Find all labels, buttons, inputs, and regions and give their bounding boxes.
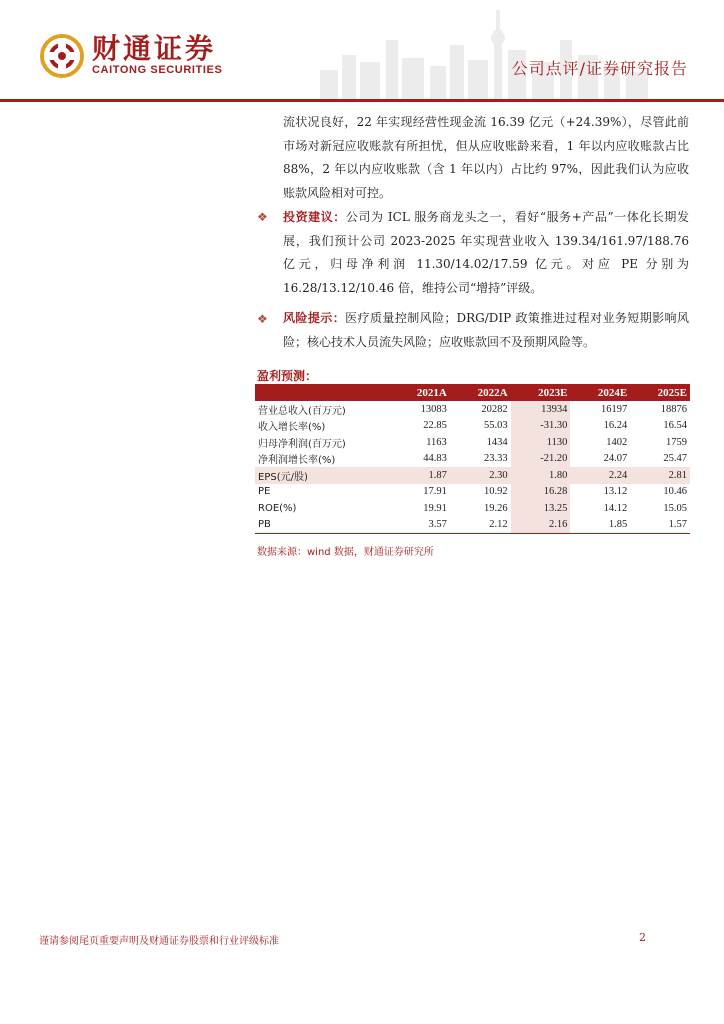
- table-cell: 22.85: [423, 420, 447, 432]
- table-cell: 15.05: [663, 502, 687, 514]
- table-cell: 17.91: [423, 486, 447, 498]
- row-label: PE: [258, 486, 271, 498]
- row-label: 营业总收入(百万元): [258, 405, 346, 417]
- diamond-bullet-icon: ❖: [257, 210, 268, 224]
- table-cell: 2.12: [450, 517, 511, 534]
- table-cell: 55.03: [484, 420, 508, 432]
- investment-advice-heading: 投资建议：: [283, 210, 346, 224]
- table-cell: 1.87: [389, 467, 450, 484]
- table-header-row: [255, 384, 690, 401]
- table-cell: 16.24: [603, 420, 628, 432]
- table-cell: 2.24: [570, 467, 630, 484]
- table-cell: 13934: [511, 401, 571, 418]
- page-header: [0, 0, 724, 104]
- table-header-cell: 2023E: [511, 384, 571, 401]
- report-type-label: 公司点评/证券研究报告: [511, 59, 688, 78]
- data-source-note: 数据来源：wind 数据，财通证券研究所: [257, 547, 434, 558]
- table-header-cell: 2024E: [570, 384, 630, 401]
- table-row: [255, 401, 690, 418]
- page-number: 2: [639, 931, 646, 944]
- row-label: 收入增长率(%): [258, 422, 326, 434]
- brand-name-cn: 财通证券: [92, 32, 217, 65]
- table-cell: 13.25: [511, 500, 571, 517]
- row-label: EPS(元/股): [255, 467, 389, 484]
- caitong-logo-icon: [40, 34, 84, 78]
- table-cell: 1130: [511, 434, 571, 451]
- table-cell: 2.16: [511, 517, 571, 534]
- table-cell: 19.91: [423, 502, 447, 514]
- table-row: [255, 484, 690, 501]
- row-label: 归母净利润(百万元): [258, 438, 346, 450]
- table-row: [255, 517, 690, 534]
- table-cell: 16197: [600, 403, 628, 415]
- table-cell: -21.20: [511, 451, 571, 468]
- table-cell: 24.07: [603, 453, 628, 465]
- table-row: [255, 500, 690, 517]
- table-cell: 25.47: [663, 453, 687, 465]
- city-skyline-watermark: [300, 0, 724, 100]
- table-cell: -31.30: [511, 418, 571, 435]
- table-cell: 2.30: [450, 467, 511, 484]
- table-cell: 1402: [606, 436, 628, 448]
- table-cell: 13083: [420, 403, 447, 415]
- table-cell: 16.54: [663, 420, 687, 432]
- risk-warning-text: 医疗质量控制风险；DRG/DIP 政策推进过程对业务短期影响风险；核心技术人员流失风险；应收账款回不及预期风险等。: [283, 311, 689, 349]
- table-cell: 20282: [481, 403, 508, 415]
- table-cell: 1.57: [630, 517, 690, 534]
- header-divider: [0, 99, 724, 102]
- table-cell: 16.28: [511, 484, 571, 501]
- risk-warning-heading: 风险提示：: [283, 311, 346, 325]
- table-cell: 44.83: [423, 453, 447, 465]
- table-cell: 2.81: [630, 467, 690, 484]
- forecast-table-title: 盈利预测：: [257, 369, 318, 383]
- row-label: 净利润增长率(%): [258, 455, 336, 467]
- table-cell: 10.92: [484, 486, 508, 498]
- table-cell: 1759: [666, 436, 687, 448]
- table-cell: 23.33: [484, 453, 508, 465]
- cashflow-paragraph: 流状况良好，22 年实现经营性现金流 16.39 亿元（+24.39%），尽管此前市场对新冠应收账款有所担忧，但从应收账龄来看，1 年以内应收账款占比 88%，2 年以内应收账款（含 1 年以内）占比约 97%，因此我们认为应收账款风险相对可控。: [283, 115, 689, 200]
- table-cell: 1434: [486, 436, 508, 448]
- table-header-cell: 2022A: [450, 384, 511, 401]
- table-header-cell: 2021A: [389, 384, 450, 401]
- table-cell: 3.57: [389, 517, 450, 534]
- risk-warning-paragraph: [283, 307, 689, 354]
- table-header-cell: 2025E: [630, 384, 690, 401]
- diamond-bullet-icon: ❖: [257, 312, 268, 326]
- table-row: [255, 434, 690, 451]
- table-row: [255, 418, 690, 435]
- footer-disclaimer: 谨请参阅尾页重要声明及财通证券股票和行业评级标准: [39, 936, 279, 947]
- row-label: PB: [255, 517, 389, 534]
- brand-name-en: CAITONG SECURITIES: [92, 64, 223, 76]
- table-row: [255, 467, 690, 484]
- table-header-cell: [255, 384, 389, 401]
- table-cell: 19.26: [484, 502, 508, 514]
- table-cell: 14.12: [603, 502, 628, 514]
- earnings-forecast-table: [255, 384, 690, 534]
- table-cell: 1163: [426, 436, 447, 448]
- table-cell: 10.46: [663, 486, 687, 498]
- table-cell: 1.85: [570, 517, 630, 534]
- table-cell: 18876: [660, 403, 687, 415]
- investment-advice-paragraph: [283, 206, 689, 300]
- investment-advice-text: 公司为 ICL 服务商龙头之一，看好“服务+产品”一体化长期发展，我们预计公司 2023-2025 年实现营业收入 139.34/161.97/188.76 亿元，归母净利润 11.30/14.02/17.59 亿元。对应 PE 分别为 16.28/13.12/10.46 倍，维持公司“增持”评级。: [283, 210, 689, 295]
- table-cell: 1.80: [511, 467, 571, 484]
- table-row: [255, 451, 690, 468]
- row-label: ROE(%): [258, 502, 297, 514]
- table-cell: 13.12: [603, 486, 628, 498]
